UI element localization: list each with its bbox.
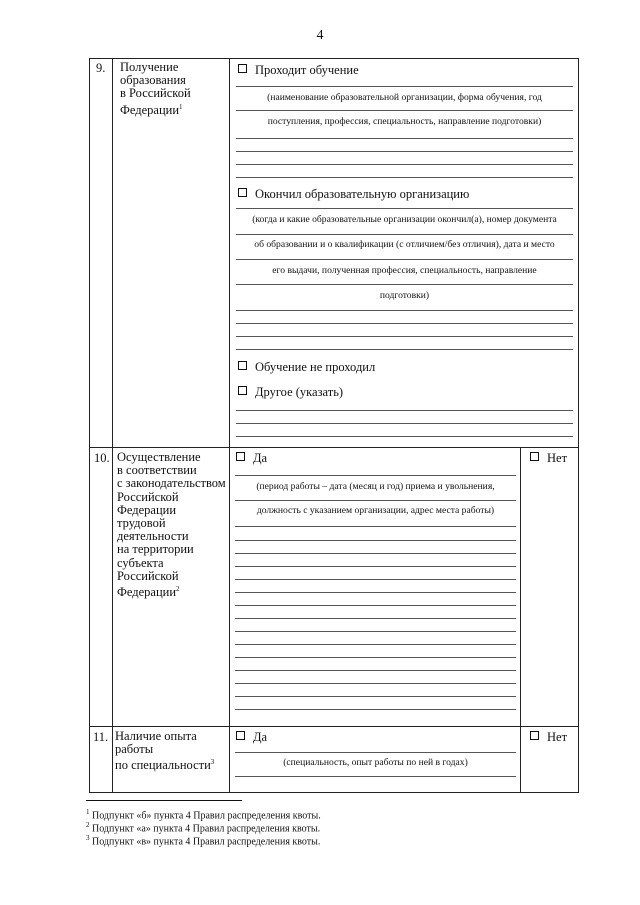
footnote: $^2$ Подпункт «а» пункта 4 Правил распределения квоты.: [86, 821, 321, 835]
checkbox[interactable]: [530, 452, 539, 461]
footnote: $^3$ Подпункт «в» пункта 4 Правил распределения квоты.: [86, 834, 321, 848]
fill-line[interactable]: [235, 566, 516, 567]
fill-line[interactable]: [236, 323, 573, 324]
fill-line[interactable]: [236, 164, 573, 165]
fill-line[interactable]: [236, 151, 573, 152]
field-hint: (специальность, опыт работы по ней в годах): [283, 757, 468, 768]
option-other[interactable]: [238, 385, 343, 400]
field-hint: (период работы – дата (месяц и год) приема и увольнения,: [256, 481, 495, 492]
option-graduated[interactable]: [238, 187, 469, 202]
row-number: 10.: [94, 451, 110, 465]
fill-line[interactable]: [236, 177, 573, 178]
footnote-ref: 2: [176, 585, 180, 594]
checkbox[interactable]: [236, 452, 245, 461]
option-yes[interactable]: [236, 730, 267, 745]
fill-line[interactable]: [235, 683, 516, 684]
fill-line[interactable]: [236, 423, 573, 424]
fill-line[interactable]: [235, 526, 516, 527]
checkbox[interactable]: [530, 731, 539, 740]
option-label: Окончил образовательную организацию: [255, 187, 470, 201]
fill-line[interactable]: [235, 592, 516, 593]
row-divider-10-11: [89, 726, 578, 727]
fill-line[interactable]: [236, 336, 573, 337]
fill-line[interactable]: [235, 696, 516, 697]
option-label: Нет: [547, 451, 568, 465]
fill-line[interactable]: [235, 475, 516, 476]
option-no[interactable]: [530, 730, 567, 745]
fill-line[interactable]: [236, 110, 573, 111]
fill-line[interactable]: [235, 752, 516, 753]
footnote-ref: 3: [210, 758, 215, 767]
page-number: 4: [316, 28, 324, 43]
fill-line[interactable]: [235, 657, 516, 658]
fill-line[interactable]: [236, 234, 573, 235]
fill-line[interactable]: [236, 436, 573, 437]
field-hint: (когда и какие образовательные организации окончил(а), номер документа: [252, 214, 557, 225]
fill-line[interactable]: [236, 284, 573, 285]
fill-line[interactable]: [235, 553, 516, 554]
fill-line[interactable]: [235, 618, 516, 619]
footnote: $^1$ Подпункт «б» пункта 4 Правил распределения квоты.: [86, 808, 321, 822]
field-hint: (наименование образовательной организации, форма обучения, год: [267, 92, 542, 103]
row-divider-9-10: [89, 447, 578, 448]
fill-line[interactable]: [235, 500, 516, 501]
checkbox[interactable]: [238, 386, 247, 395]
option-label: Проходит обучение: [255, 63, 359, 77]
field-hint: подготовки): [379, 290, 430, 301]
column-divider-no-10: [520, 447, 521, 726]
checkbox[interactable]: [236, 731, 245, 740]
field-hint: должность с указанием организации, адрес места работы): [256, 505, 495, 516]
row-label: Осуществление в соответствии с законодательством Российской Федерации трудовой деятельности на территории субъекта Российской Федерации$^2$: [117, 450, 226, 600]
option-yes[interactable]: [236, 451, 267, 466]
fill-line[interactable]: [235, 644, 516, 645]
fill-line[interactable]: [236, 86, 573, 87]
fill-line[interactable]: [236, 310, 573, 311]
row-label: Наличие опыта работы по специальности$^3$: [115, 729, 215, 773]
fill-line[interactable]: [235, 631, 516, 632]
option-label: Обучение не проходил: [255, 360, 376, 374]
option-label: Другое (указать): [255, 385, 344, 399]
fill-line[interactable]: [235, 540, 516, 541]
option-no[interactable]: [530, 451, 567, 466]
option-not-studied[interactable]: [238, 360, 375, 375]
footnote-separator: [86, 800, 242, 801]
fill-line[interactable]: [236, 349, 573, 350]
checkbox[interactable]: [238, 361, 247, 370]
column-divider-label: [229, 58, 230, 793]
field-hint: его выдачи, полученная профессия, специальность, направление: [272, 265, 537, 276]
option-studying[interactable]: [238, 63, 359, 78]
row-number: 9.: [96, 61, 106, 75]
fill-line[interactable]: [236, 259, 573, 260]
column-divider-number: [112, 58, 113, 793]
option-label: Да: [253, 730, 268, 744]
footnote-ref: 1: [179, 102, 183, 111]
option-label: Нет: [547, 730, 568, 744]
checkbox[interactable]: [238, 188, 247, 197]
row-label: Получение образования в Российской Федерации$^1$: [120, 60, 191, 117]
row-number: 11.: [93, 730, 109, 744]
fill-line[interactable]: [236, 410, 573, 411]
option-label: Да: [253, 451, 268, 465]
field-hint: об образовании и о квалификации (с отличием/без отличия), дата и место: [254, 239, 555, 250]
fill-line[interactable]: [235, 670, 516, 671]
fill-line[interactable]: [235, 709, 516, 710]
checkbox[interactable]: [238, 64, 247, 73]
fill-line[interactable]: [236, 138, 573, 139]
fill-line[interactable]: [236, 208, 573, 209]
fill-line[interactable]: [235, 605, 516, 606]
fill-line[interactable]: [235, 579, 516, 580]
fill-line[interactable]: [235, 776, 516, 777]
column-divider-no-11: [520, 726, 521, 793]
field-hint: поступления, профессия, специальность, направление подготовки): [267, 116, 542, 127]
